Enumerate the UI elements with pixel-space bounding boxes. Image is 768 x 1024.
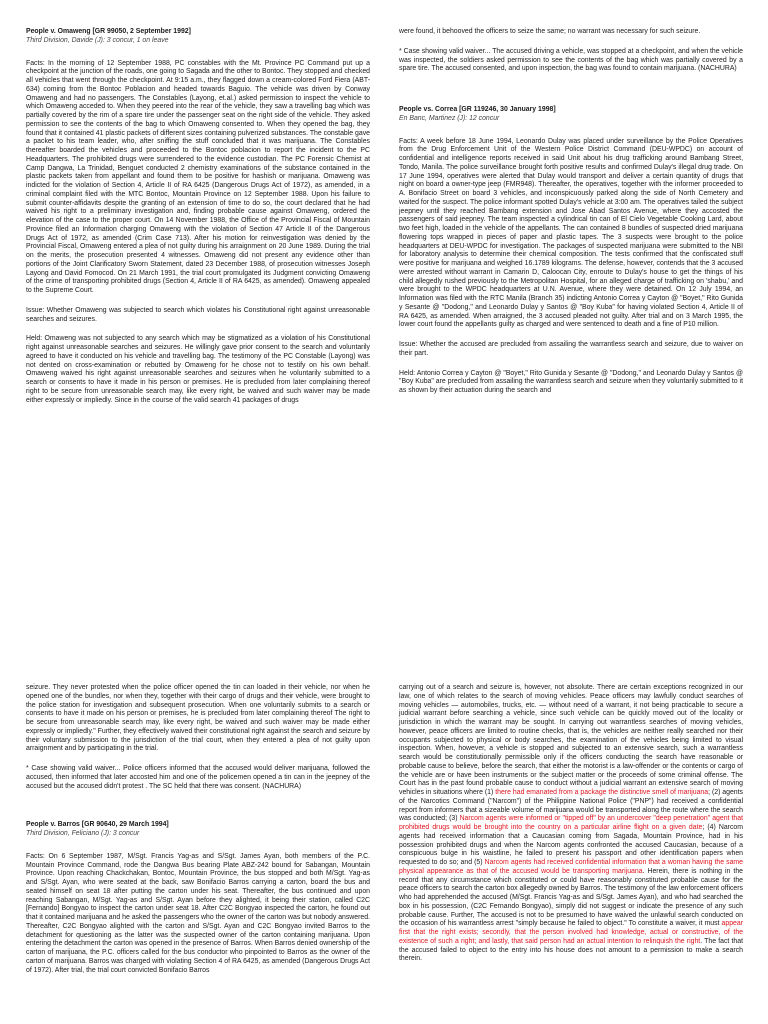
issue-omaweng: Issue: Whether Omaweng was subjected to search which violates his Constitutional right against unreasonable searches and seizures. xyxy=(26,306,370,323)
held-barros-text-5: . The fact that the accused failed to object to the entry into his house does not amount to a permission to make a search therein. xyxy=(399,937,743,963)
held-barros-text-3: ; (4) Narcom agents had received information that a Caucasian coming from Sagada, Mountain Province, had in his possession prohibited drugs and when the Narcom agents confronted the accused Caucasian, because of a conspicuous bulge in his waistline, he failed to present his passport and other identification papers when requested to do so; and (5) xyxy=(399,824,743,866)
document-page-2 xyxy=(0,512,768,1024)
facts-omaweng: Facts: In the morning of 12 September 1988, PC constables with the Mt. Province PC Command put up a checkpoint at the junction of the roads, one going to Sagada and the other to Bontoc. They stopped and checked all vehicles that went through the checkpoint. At 9:15 a.m., they flagged down a cream-colored Ford Fiera (ABT-634) coming from the Bontoc Poblacion and headed towards Baguio. The vehicle was driven by Conway Omaweng and had no passengers. The Constables (Layong, et.al.) asked permission to inspect the vehicle to which Omaweng acceded to. When they peered into the rear of the vehicle, they saw a travelling bag which was partially covered by the rim of a spare tire under the passenger seat on the right side of the vehicle. They asked permission to see the contents of the bag to which Omaweng consented to. When they opened the bag, they found that it contained 41 plastic packets of different sizes containing pulverized substances. The constable gave a packet to his team leader, who, after sniffing the stuff concluded that it was marijuana. The Constables thereafter boarded the vehicles and proceeded to the Bontoc poblacion to report the incident to the PC Headquarters. The prohibited drugs were surrendered to the evidence custodian. The PC Forensic Chemist at Camp Dangwa, La Trinidad, Benguet conducted 2 chemistry examinations of the substance contained in the plastic packets taken from appellant and found them to be positive for hashish or marijuana. Omaweng was indicted for the violation of Section 4, Article II of RA 6425 (Dangerous Drugs Act of 1972), as amended, in a criminal complaint filed with the MTC Bontoc, Mountain Province on 12 September 1988. Upon his failure to submit counter-affidavits despite the granting of an extension of time to do so, the court declared that he had waived his right to a preliminary investigation and, finding probable cause against Omaweng, ordered the elevation of the case to the proper court. On 14 November 1988, the Office of the Provincial Fiscal of Mountain Province filed an Information charging Omaweng with the violation of Section 47 Article II of the Dangerous Drugs Act of 1972, as amended (Crim Case 713). After his motion for reinvestigation was denied by the Provincial Fiscal, Omaweng entered a plea of not guilty during his arraignment on 20 June 1989. During the trial on the merits, the prosecution presented 4 witnesses. Omaweng did not present any evidence other than portions of the Joint Clarificatory Sworn Statement, dated 23 December 1988, of prosecution witnesses Joseph Layong and David Fomocod. On 21 March 1991, the trial court promulgated its Judgment convicting Omaweng of the crime of transporting prohibited drugs (Section 4, Article II of RA 6425, as amended). Omaweng appealed to the Supreme Court. xyxy=(26,59,370,294)
case-title-omaweng: People v. Omaweng [GR 99050, 2 September 1992] xyxy=(26,28,191,35)
highlight-marijuana-smell: there had emanated from a package the distinctive smell of marijuana xyxy=(495,789,709,796)
case-subtitle-correa: En Banc, Martinez (J): 12 concur xyxy=(399,114,500,122)
page2-right-column xyxy=(399,684,743,975)
facts-barros: Facts: On 6 September 1987, M/Sgt. Francis Yag-as and S/Sgt. James Ayan, both members of the P.C. Mountain Province Command, rode the Dangwa Bus bearing Plate ABZ-242 bound for Sabangan, Mountain Province. Upon reaching Chackchakan, Bontoc, Mountain Province, the bus stopped and both M/Sgt. Yag-as and S/Sgt. Ayan, who were seated at the back, saw Bonifacio Barros carrying a carton, board the bus and seated himself on seat 18 after putting the carton under his seat. Thereafter, the bus continued and upon reaching Sabangan, M/Sgt. Yag-as and S/Sgt. Ayan before they alighted, it being their station, called C2C [Fernando] Bongyao to inspect the carton under seat 18. After C2C Bongyao inspected the carton, he found out that it contained marijuana and he asked the passengers who the owner of the carton was but nobody answered. Thereafter, C2C Bongyao alighted with the carton and S/Sgt. Ayan and C2C Bongyao invited Barros to the detachment for questioning as the latter was the suspected owner of the carton containing marijuana. Upon entering the detachment the carton was opened in the presence of Barros. When Barros denied ownership of the carton of marijuana, the P.C. officers called for the bus conductor who pinpointed to Barros as the owner of the carton of marijuana. Barros was charged with violating Section 4 of RA 6425, as amended (Dangerous Drugs Act of 1972). After trial, the trial court convicted Bonifacio Barros xyxy=(26,852,370,974)
case-title-barros: People v. Barros [GR 90640, 29 March 1994] xyxy=(26,821,169,829)
held-correa-continued: seizure. They never protested when the police officer opened the tin can loaded in their vehicle, nor when he opened one of the bundles, nor when they, together with their cargo of drugs and their vehicle, were brought to the police station for investigation and subsequent prosecution. When one voluntarily submits to a search or consents to have it made on his person or premises, he is precluded from later complaining thereof The right to be secure from unreasonable search may, like every right, be waived and such waiver may be made either expressly or impliedly." Further, they effectively waived their constitutional right against the search and seizure by their voluntary submission to the jurisdiction of the trial court, when they entered a plea of not guilty upon arraignment and by participating in the trial. xyxy=(26,684,370,753)
highlight-narcom-tip: Narcom agents were informed or "tipped off" by an undercover "deep penetration" agent that prohibited drugs would be brought into the country on a particular airline flight on a given date xyxy=(399,815,744,831)
held-omaweng: Held: Omaweng was not subjected to any search which may be stigmatized as a violation of his Constitutional right against unreasonable searches and seizures. He willingly gave prior consent to the search and voluntarily agreed to have it conducted on his vehicle and travelling bag. The testimony of the PC Constable (Layong) was not dented on cross-examination or rebutted by Omaweng for he chose not to testify on his own behalf. Omaweng waived his right against unreasonable searches and seizures when he voluntarily submitted to a search or consents to have it made in his person or premises. He is precluded from later complaining thereof right to be secure from unreasonable search may, like every right, be waived and such waiver may be made either expressly or impliedly. Since in the course of the valid search 41 packages of drugs xyxy=(26,335,370,404)
nachura-note-correa: * Case showing valid waiver... Police officers informed that the accused would deliver marijuana, followed the accused, then informed that later accosted him and one of the policemen opened a tin can in the jeepney of the accused but the accused didn't protest . The SC held that there was consent. (NACHURA) xyxy=(26,765,370,790)
held-barros-text-4: . Herein, there is nothing in the record that any circumstance which constituted or could have reasonably constituted probable cause for the peace officers to search the carton box allegedly owned by Barros. The testimony of the law enforcement officers who had apprehended the accused (M/Sgt. Francis Yag-as and S/Sgt. James Ayan), and who had searched the box in his possession, (C2C Fernando Bongyao), simply did not suggest or indicate the presence of any such probable cause. Further, The accused is not to be presumed to have waived the unlawful search conducted on the occasion of his warrantless arrest "simply because he failed to object." To constitute a waiver, it must xyxy=(399,867,743,928)
highlight-confidential-info: Narcom agents had received confidential information that a woman having the same physical appearance as that of the accused would be transporting marijuana xyxy=(399,859,744,875)
held-correa: Held: Antonio Correa y Cayton @ "Boyet," Rito Gunida y Sesante @ "Dodong," and Leonardo Dulay y Santos @ "Boy Kuba" are precluded from assailing the warrantless search and seizure when they voluntarily submitted to it as shown by their actuation during the search and xyxy=(399,369,743,394)
page2-left-column xyxy=(26,684,370,986)
nachura-note-omaweng: * Case showing valid waiver... The accused driving a vehicle, was stopped at a checkpoint, and when the vehicle was inspected, the soldiers asked permission to see the contents of the bag which was partially covered by a spare tire. The accused consented, and upon inspection, the bag was found to contain marijuana. (NACHURA) xyxy=(399,47,743,73)
facts-correa: Facts: A week before 18 June 1994, Leonardo Dulay was placed under surveillance by the Police Operatives from the Drug Enforcement Unit of the Western Police District Command (DEU-WPDC) on account of confidential and intelligence reports received in said Unit about his drug trafficking around Bambang Street, Tondo, Manila. The police surveillance brought forth positive results and confirmed Dulay's illegal drug trade. On 17 June 1994, operatives were alerted that Dulay would transport and deliver a certain quantity of drugs that night on board a owner-type jeep (FMR948). Thereafter, the operatives, together with the informer proceeded to A. Bonifacio Street on board 3 vehicles, and inconspicuously parked along the side of North Cemetery and waited for the suspect. The police informant spotted Dulay's vehicle at 3:00 am. The operatives tailed the subject jeepney until they reached Bambang extension and Jose Abad Santos Avenue, where they accosted the passengers of said jeepney. The team inspected a cylindrical tin can of El Cielo Vegetable Cooking Lard, about two feet high, loaded in the vehicle of the appellants. The can contained 8 bundles of suspected dried marijuana flowering tops wrapped in pieces of paper and plastic tapes. The 3 suspects were brought to the police headquarters at DEU-WPDC for investigation. The packages of suspected marijuana were submitted to the NBI for laboratory analysis to determine their chemical composition. The tests confirmed that the confiscated stuff were positive for marijuana and weighed 16.1789 kilograms. The defense, however, contends that the 3 accused were arrested without warrant in Camarin D, Caloocan City, enroute to Dulay's house to get the things of his child allegedly rushed previously to the Metropolitan Hospital, for an alleged charge of trafficking on 'shabu,' and were brought to the WPDC headquarters at U.N. Avenue, where they were detained. On 12 July 1994, an Information was filed with the RTC Manila (Branch 35) indicting Antonio Correa y Cayton @ "Boyet," Rito Gunida y Sesante @ "Dodong," and Leonardo Dulay y Santos @ "Boy Kuba" for having violated Section 4, Article II of RA 6425, as amended. When arraigned, the 3 accused pleaded not guilty. After trial and on 3 March 1995, the lower court found the appellants guilty as charged and were sentenced to death and a fine of P10 million. xyxy=(399,137,743,329)
page1-right-column xyxy=(399,28,743,407)
case-subtitle-barros: Third Division, Feliciano (J): 3 concur xyxy=(26,830,140,837)
highlight-waiver-requisites: appear first that the right exists; secondly, that the person involved had knowledge, actual or constructive, of the existence of such a right; and lastly, that said person had an actual intention to relinquish the right xyxy=(399,920,743,945)
held-barros-continued xyxy=(399,684,743,964)
page1-left-column xyxy=(26,28,370,416)
held-omaweng-continued: were found, it behooved the officers to seize the same; no warrant was necessary for such seizure. xyxy=(399,28,701,35)
held-barros-text-1: carrying out of a search and seizure is, however, not absolute. There are certain exceptions recognized in our law, one of which relates to the search of moving vehicles. Peace officers may lawfully conduct searches of moving vehicles — automobiles, trucks, etc. — without need of a warrant, it not being practicable to secure a judicial warrant before searching a vehicle, since such vehicle can be quickly moved out of the locality or jurisdiction in which the warrant may be sought. In carrying out warrantless searches of moving vehicles, however, peace officers are limited to routine checks, that is, the vehicles are neither really searched nor their occupants subjected to physical or body searches, the examination of the vehicles being limited to visual inspection. When, however, a vehicle is stopped and subjected to an extensive search, such a warrantless search would be constitutionally permissible only if the officers conducting the search have reasonable or probable cause to believe, before the search, that either the motorist is a law-offender or the contents or cargo of the vehicle are or have been instruments or the subject matter or the proceeds of some criminal offense. The Court has in the past found probable cause to conduct without a judicial warrant an extensive search of moving vehicles in situations where (1) xyxy=(399,684,743,796)
case-subtitle-omaweng: Third Division, Davide (J): 3 concur, 1 on leave xyxy=(26,36,169,44)
held-barros-text-2: ; (2) agents of the Narcotics Command ("Narcom") of the Philippine National Police ("PNP") had received a confidential report from informers that a sizeable volume of marijuana would be transported along the route where the search was conducted; (3) xyxy=(399,789,743,823)
case-title-correa: People vs. Correa [GR 119246, 30 January 1998] xyxy=(399,106,556,113)
issue-correa: Issue: Whether the accused are precluded from assailing the warrantless search and seizure, due to waiver on their part. xyxy=(399,341,743,357)
